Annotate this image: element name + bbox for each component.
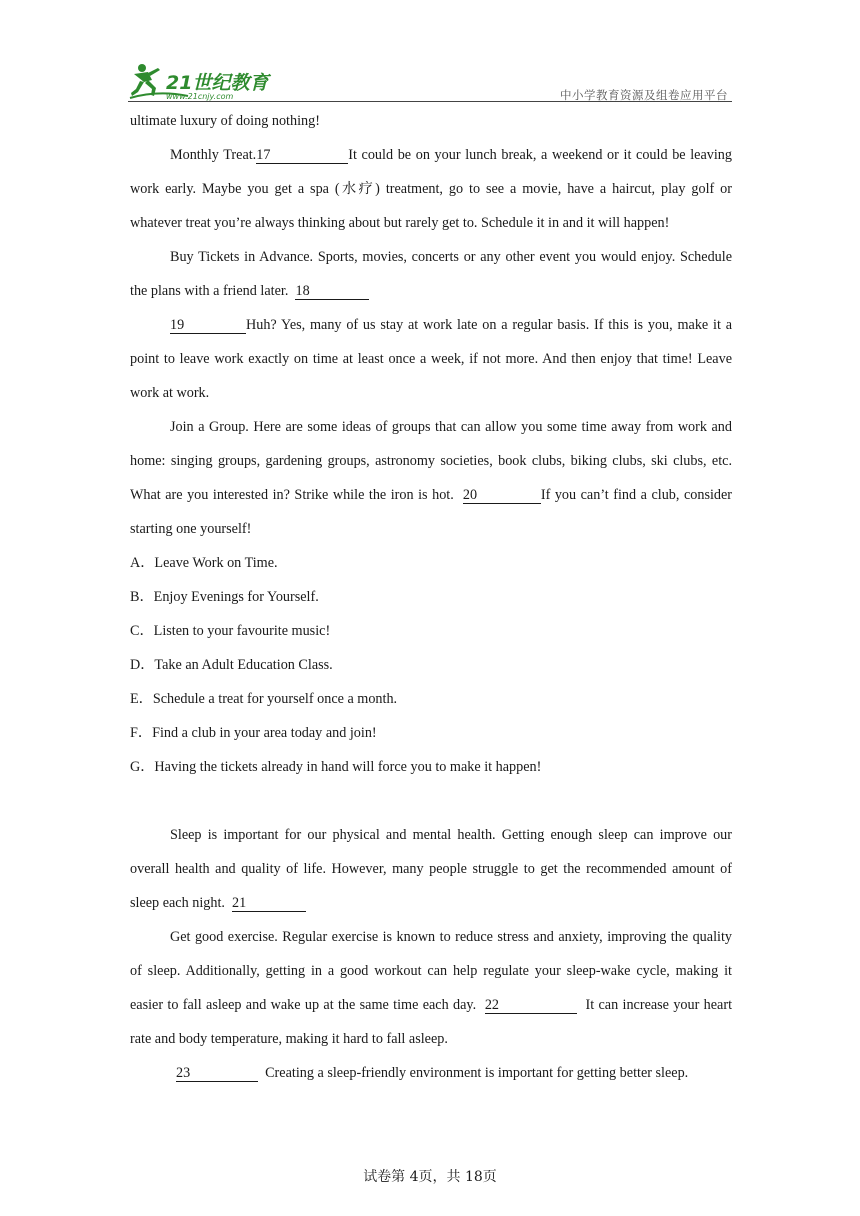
option-c: C．Listen to your favourite music! <box>130 623 331 639</box>
blank-17: 17 <box>256 148 348 164</box>
option-a: A．Leave Work on Time. <box>130 555 278 571</box>
paragraph-text: Huh? Yes, many of us stay at work late on a regular basis. If this is you, make it a point to leave work exactly on time at least once a week, if not more. And then enjoy that time! Leave work at work. <box>130 317 732 401</box>
paragraph-buy-tickets <box>130 240 732 308</box>
page-number: 试卷第 4页，共 18页 <box>363 1169 497 1185</box>
paragraph-leave-work <box>130 308 732 410</box>
paragraph-environment <box>130 1056 732 1090</box>
paragraph-monthly-treat <box>130 138 732 240</box>
paragraph-text: Creating a sleep-friendly environment is important for getting better sleep. <box>265 1065 689 1081</box>
logo <box>128 62 288 102</box>
option-f: F．Find a club in your area today and join! <box>130 725 377 741</box>
paragraph-text: If you can’t find a club, consider starting one yourself! <box>130 487 733 537</box>
paragraph-text: Monthly Treat. <box>170 147 257 163</box>
blank-23: 23 <box>176 1066 258 1082</box>
blank-19: 19 <box>170 318 246 334</box>
paragraph-text: It could be on your lunch break, a weekend or it could be leaving work early. Maybe you get a spa (水疗) treatment, go to see a movie, have a haircut, play golf or whatever treat you’re always thinking about but rarely get to. Schedule it in and it will happen! <box>130 147 732 231</box>
logo-main-text: 21世纪教育 <box>166 72 269 94</box>
blank-22: 22 <box>485 998 577 1014</box>
page-header <box>128 62 732 102</box>
paragraph-text: Sleep is important for our physical and mental health. Getting enough sleep can improve our overall health and quality of life. However, many people struggle to get the recommended amount of sleep each night. <box>130 827 732 911</box>
blank-21: 21 <box>232 896 306 912</box>
option-e: E．Schedule a treat for yourself once a month. <box>130 691 398 707</box>
option-d: D．Take an Adult Education Class. <box>130 657 333 673</box>
option-g: G．Having the tickets already in hand will force you to make it happen! <box>130 759 542 775</box>
passage-content <box>130 104 732 1090</box>
paragraph-sleep-intro <box>130 818 732 920</box>
passage-line-continued: ultimate luxury of doing nothing! <box>130 113 320 129</box>
platform-text: 中小学教育资源及组卷应用平台 <box>560 88 728 102</box>
section-gap <box>130 784 732 818</box>
blank-20: 20 <box>463 488 541 504</box>
paragraph-text: Buy Tickets in Advance. Sports, movies, concerts or any other event you would enjoy. Schedule the plans with a friend later. <box>130 249 732 299</box>
logo-url-text: www.21cnjy.com <box>166 92 234 101</box>
paragraph-text: It can increase your heart rate and body temperature, making it hard to fall asleep. <box>130 997 733 1047</box>
blank-18: 18 <box>295 284 369 300</box>
paragraph-text: Get good exercise. Regular exercise is known to reduce stress and anxiety, improving the quality of sleep. Additionally, getting in a good workout can help regulate your sleep-wake cycle, making it easier to fall asleep and wake up at the same time each day. <box>130 929 732 1013</box>
header-divider <box>128 101 732 102</box>
paragraph-text: Join a Group. Here are some ideas of groups that can allow you some time away from work and home: singing groups, gardening groups, astronomy societies, book clubs, biking clubs, ski clubs, etc. What are you interested in? Strike while the iron is hot. <box>130 419 732 503</box>
paragraph-join-group <box>130 410 732 546</box>
paragraph-exercise <box>130 920 732 1056</box>
option-b: B．Enjoy Evenings for Yourself. <box>130 589 319 605</box>
